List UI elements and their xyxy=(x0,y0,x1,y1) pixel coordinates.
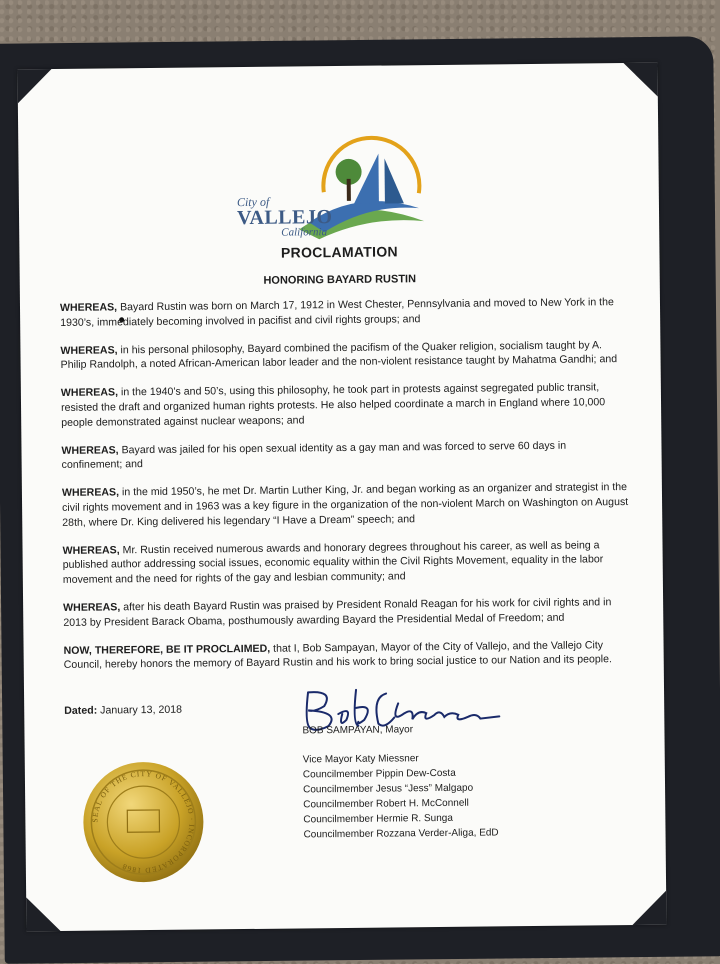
whereas-paragraph xyxy=(62,480,630,530)
whereas-paragraph xyxy=(61,438,629,473)
whereas-paragraph xyxy=(61,380,629,430)
dated-line xyxy=(64,704,182,717)
corner-tab-bottom-left xyxy=(26,897,60,931)
proclaimed-paragraph xyxy=(64,638,632,673)
paragraph-text: Bayard was jailed for his open sexual identity as a gay man and was forced to serve 60 days in confinement; and xyxy=(61,439,567,472)
document-subtitle: HONORING BAYARD RUSTIN xyxy=(263,273,417,287)
whereas-paragraph xyxy=(63,595,631,630)
paragraph-lead: WHEREAS, xyxy=(62,543,120,557)
paragraph-lead: WHEREAS, xyxy=(61,486,120,500)
proclamation-document xyxy=(18,63,667,932)
paragraph-text: in the 1940’s and 50’s, using this philosophy, he took part in protests against segregated public transit, resisted the draft and organized human rights protests. He also helped coordinate a march in England where 10,000 people demonstrated against nuclear weapons; and xyxy=(60,381,606,429)
paragraph-lead: WHEREAS, xyxy=(59,301,118,314)
council-member: Councilmember Robert H. McConnell xyxy=(303,797,469,811)
mayor-name: BOB SAMPAYAN, Mayor xyxy=(302,724,414,737)
paragraph-text: after his death Bayard Rustin was praised by President Ronald Reagan for his work for civil rights and in 2013 by President Barack Obama, posthumously awarding Bayard the Presidential Medal of Freedom; and xyxy=(63,596,612,629)
document-title: PROCLAMATION xyxy=(280,243,398,261)
whereas-paragraph xyxy=(60,338,628,373)
whereas-paragraph xyxy=(62,538,630,588)
paragraph-lead: WHEREAS, xyxy=(61,443,119,457)
paragraph-lead: WHEREAS, xyxy=(60,344,118,357)
paragraph-text: in the mid 1950’s, he met Dr. Martin Luther King, Jr. and began working as an organizer and strategist in the civil rights movement and in 1963 was a key figure in the organization of the non-violent March on Washington on August 28th, where Dr. King delivered his legendary “I Have a Dream” speech; and xyxy=(62,481,629,529)
logo-vallejo: VALLEJO xyxy=(236,206,333,230)
whereas-paragraph xyxy=(60,295,628,330)
city-logo-text xyxy=(237,194,333,239)
paragraph-lead: WHEREAS, xyxy=(60,386,119,400)
council-member: Councilmember Hermie R. Sunga xyxy=(303,812,453,826)
paragraph-text: in his personal philosophy, Bayard combined the pacifism of the Quaker religion, socialism taught by A. Philip Randolph, a noted African-American labor leader and the non-violent resistance taught by Mahatma Gandhi; and xyxy=(60,338,618,372)
seal-text: SEAL OF THE CITY OF VALLEJO · INCORPORATED 1868 xyxy=(90,769,197,876)
council-member: Councilmember Pippin Dew-Costa xyxy=(302,767,456,781)
corner-tab-top-right xyxy=(623,63,657,97)
paragraph-text: Mr. Rustin received numerous awards and honorary degrees throughout his career, as well as being a published author addressing social issues, economic equality within the Civil Rights Movement, equality in the labor movement and the need for rights of the gay and lesbian community; and xyxy=(62,538,604,586)
gold-city-seal-icon xyxy=(81,759,206,884)
logo-california: California xyxy=(281,226,328,239)
council-member: Councilmember Jesus “Jess” Malgapo xyxy=(303,782,474,796)
paragraph-text: Bayard Rustin was born on March 17, 1912 in West Chester, Pennsylvania and moved to New York in the 1930’s, immediately becoming involved in pacifist and civil rights groups; and xyxy=(60,296,614,329)
dated-label: Dated: xyxy=(64,704,98,717)
paragraph-text: that I, Bob Sampayan, Mayor of the City of Vallejo, and the Vallejo City Council, hereby honors the memory of Bayard Rustin and his work to bring social justice to our Nation and its people. xyxy=(63,638,612,672)
paragraph-lead: WHEREAS, xyxy=(63,601,121,614)
logo-city-of: City of xyxy=(236,194,270,210)
council-member: Vice Mayor Katy Miessner xyxy=(302,753,419,766)
council-list xyxy=(303,750,499,842)
proclamation-body xyxy=(60,295,632,686)
dated-value: January 13, 2018 xyxy=(97,703,183,717)
paragraph-lead: NOW, THEREFORE, BE IT PROCLAIMED, xyxy=(63,642,271,657)
corner-tab-bottom-right xyxy=(632,891,666,925)
council-member: Councilmember Rozzana Verder-Aliga, EdD xyxy=(303,827,499,841)
corner-tab-top-left xyxy=(18,69,52,103)
